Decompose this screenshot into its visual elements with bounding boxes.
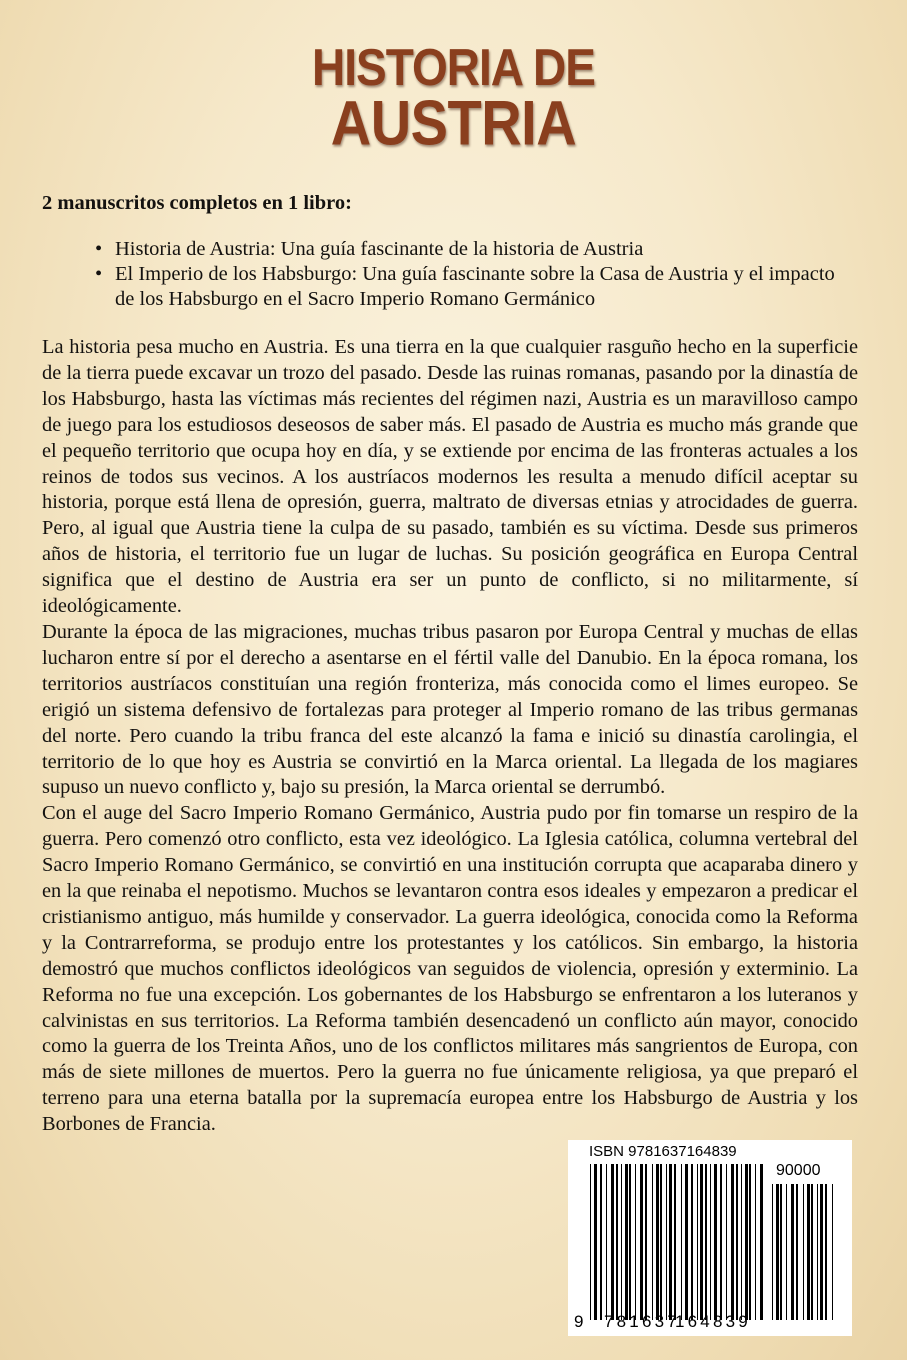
barcode-stripe [611, 1164, 614, 1320]
barcode-stripe [749, 1164, 751, 1320]
addon-barcode-stripe [786, 1184, 787, 1320]
addon-barcode-stripe [817, 1184, 818, 1320]
barcode-stripe [621, 1164, 622, 1320]
barcode-stripe [710, 1164, 711, 1320]
description-paragraph: Durante la época de las migraciones, muchas tribus pasaron por Europa Central y muchas de ellas lucharon entre sí por el derecho a asentarse en el fértil valle del Danubio. En la época romana, los territorios austríacos constituían una región fronteriza, más conocida como el limes europeo. Se erigió un sistema defensivo de fortalezas para proteger al Imperio romano de las tribus germanas del norte. Pero cuando la tribu franca del este alcanzó la fama e inició su dinastía carolingia, el territorio de lo que hoy es Austria se convirtió en la Marca oriental. La llegada de los magiares supuso un nuevo conflicto y, bajo su presión, la Marca oriental se derrumbó. [42, 620, 858, 799]
included-books-list [95, 237, 835, 312]
barcode-stripe [736, 1164, 738, 1320]
isbn-digits [568, 1312, 852, 1334]
barcode-stripe [745, 1164, 748, 1320]
bullet-icon: • [95, 263, 103, 285]
barcode-stripe [726, 1164, 727, 1320]
barcode-stripe [600, 1164, 602, 1320]
addon-barcode-stripe [791, 1184, 794, 1320]
barcode-stripe [674, 1164, 676, 1320]
barcode-stripe [590, 1164, 591, 1320]
addon-barcode-stripe [796, 1184, 798, 1320]
addon-barcode-stripe [772, 1184, 773, 1320]
price-code: 90000 [776, 1162, 821, 1179]
addon-barcode-stripe [832, 1184, 833, 1320]
manuscripts-heading: 2 manuscritos completos en 1 libro: [42, 192, 352, 214]
addon-barcode-stripe [820, 1184, 823, 1320]
barcode-stripe [616, 1164, 618, 1320]
barcode-stripe [755, 1164, 756, 1320]
barcode-stripe [645, 1164, 647, 1320]
barcode-stripe [685, 1164, 688, 1320]
barcode-stripe [741, 1164, 742, 1320]
addon-barcode-stripe [803, 1184, 804, 1320]
barcode-stripe [656, 1164, 659, 1320]
bullet-icon: • [95, 238, 103, 260]
barcode-stripe [606, 1164, 607, 1320]
barcode-stripe [720, 1164, 722, 1320]
addon-barcode-stripe [811, 1184, 813, 1320]
list-item [95, 262, 835, 312]
barcode-stripe [760, 1164, 763, 1320]
barcode-stripe [705, 1164, 707, 1320]
barcode-stripe [681, 1164, 682, 1320]
barcode-stripe [629, 1164, 631, 1320]
barcode-stripe [660, 1164, 662, 1320]
book-entry-text: Historia de Austria: Una guía fascinante de la historia de Austria [115, 238, 644, 260]
addon-barcode-stripe [780, 1184, 782, 1320]
addon-barcode-stripe [776, 1184, 779, 1320]
barcode-stripe [697, 1164, 698, 1320]
isbn-label: ISBN 9781637164839 [589, 1143, 737, 1160]
book-title-line1: HISTORIA DE [312, 37, 595, 97]
barcode-stripe [625, 1164, 628, 1320]
barcode-stripe [691, 1164, 693, 1320]
barcode-stripe [714, 1164, 717, 1320]
barcode-stripe [666, 1164, 667, 1320]
book-title-line2: AUSTRIA [330, 87, 577, 158]
book-entry-text: El Imperio de los Habsburgo: Una guía fascinante sobre la Casa de Austria y el impacto de los Habsburgo en el Sacro Imperio Romano Germánico [115, 263, 835, 310]
addon-barcode-stripe [807, 1184, 810, 1320]
addon-barcode-stripe [825, 1184, 827, 1320]
barcode-stripe [635, 1164, 636, 1320]
description-paragraph: Con el auge del Sacro Imperio Romano Germánico, Austria pudo por fin tomarse un respiro de la guerra. Pero comenzó otro conflicto, esta vez ideológico. La Iglesia católica, columna vertebral del Sacro Imperio Romano Germánico, se convirtió en una institución corrupta que acaparaba dinero y en la que reinaba el nepotismo. Muchos se levantaron contra esos ideales y empezaron a predicar el cristianismo antiguo, más humilde y conservador. La guerra ideológica, conocida como la Reforma y la Contrarreforma, se produjo entre los protestantes y los católicos. Sin embargo, la historia demostró que muchos conflictos ideológicos van seguidos de violencia, opresión y exterminio. La Reforma no fue una excepción. Los gobernantes de los Habsburgo se enfrentaron a los luteranos y calvinistas en sus territorios. La Reforma también desencadenó un conflicto aún mayor, conocido como la guerra de los Treinta Años, uno de los conflictos militares más sangrientos de Europa, con más de siete millones de muertos. Pero la guerra no fue únicamente religiosa, ya que preparó el terreno para una eterna batalla por la supremacía europea entre los Habsburgo de Austria y los Borbones de Francia. [42, 802, 858, 1136]
barcode-stripe [731, 1164, 734, 1320]
barcode-stripe [640, 1164, 643, 1320]
list-item [95, 237, 835, 262]
isbn-digit-prefix: 9 [574, 1312, 584, 1331]
description-paragraph: La historia pesa mucho en Austria. Es una tierra en la que cualquier rasguño hecho en la superficie de la tierra puede excavar un trozo del pasado. Desde las ruinas romanas, pasando por la dinastía de los Habsburgo, hasta las víctimas más recientes del régimen nazi, Austria es un maravilloso campo de juego para los estudiosos deseosos de saber más. El pasado de Austria es mucho más grande que el pequeño territorio que ocupa hoy en día, y se extiende por encima de las fronteras actuales a los reinos de todos sus vecinos. A los austríacos modernos les resulta a menudo difícil aceptar su historia, porque está llena de opresión, guerra, maltrato de diversas etnias y atrocidades de guerra. Pero, al igual que Austria tiene la culpa de su pasado, también es su víctima. Desde sus primeros años de historia, el territorio fue un lugar de luchas. Su posición geográfica en Europa Central significa que el destino de Austria era ser un punto de conflicto, si no militarmente, sí ideológicamente. [42, 336, 858, 618]
isbn-digit-group1: 781637 [604, 1312, 680, 1331]
barcode-icon [568, 1140, 852, 1336]
barcode-stripe [700, 1164, 703, 1320]
barcode-stripe [594, 1164, 597, 1320]
book-description [42, 335, 858, 1138]
barcode-stripe [669, 1164, 672, 1320]
isbn-digit-group2: 164839 [675, 1312, 751, 1331]
barcode-stripe [652, 1164, 653, 1320]
barcode-box [568, 1140, 852, 1336]
